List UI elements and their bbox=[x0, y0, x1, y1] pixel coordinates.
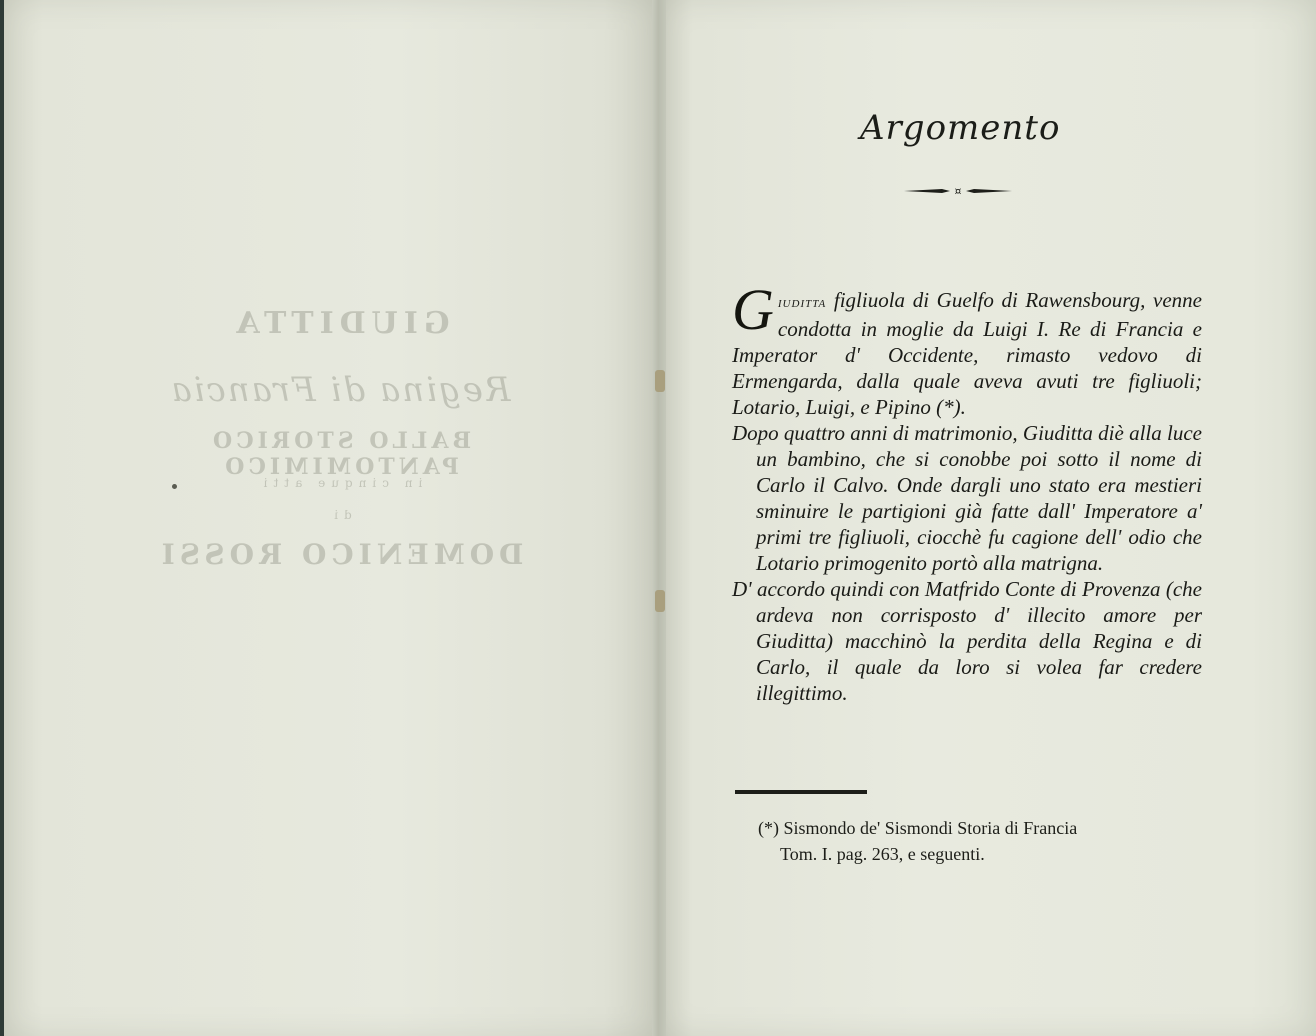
footnote-line-2: Tom. I. pag. 263, e seguenti. bbox=[780, 844, 985, 864]
ink-speck bbox=[172, 484, 177, 489]
footnote-line-1: (*) Sismondo de' Sismondi Storia di Francia bbox=[758, 818, 1078, 838]
ghost-acts: in cinque atti bbox=[257, 476, 423, 490]
ghost-title: GIUDITTA bbox=[230, 306, 450, 341]
ghost-subtitle: Regina di Francia bbox=[169, 370, 511, 410]
paragraph-1-smallcaps: iuditta bbox=[777, 294, 827, 311]
footnote bbox=[758, 815, 1208, 867]
page-heading: Argomento bbox=[860, 108, 1061, 148]
ghost-di: di bbox=[328, 508, 352, 522]
paragraph-1 bbox=[732, 277, 1202, 420]
binding-stitch bbox=[655, 590, 665, 612]
drop-cap: G bbox=[732, 277, 774, 342]
svg-text:¤: ¤ bbox=[954, 185, 962, 198]
paragraph-2: Dopo quattro anni di matrimonio, Giuditta diè alla luce un bambino, che si conobbe poi sotto il nome di Carlo il Calvo. Onde dargli uno stato era mestieri sminuire le partigioni già fatte dall' Imperatore a' primi tre figliuoli, ciocchè fu cagione dell' odio che Lotario primogenito portò alla matrigna. bbox=[732, 421, 1202, 575]
paragraph-3: D' accordo quindi con Matfrido Conte di Provenza (che ardeva non corrisposto d' illecito amore per Giuditta) macchinò la perdita della Regina e di Carlo, il quale da loro si volea far credere illegittimo. bbox=[732, 577, 1202, 705]
argument-text bbox=[732, 277, 1202, 706]
footnote-rule bbox=[735, 790, 867, 794]
book-gutter bbox=[652, 0, 666, 1036]
ghost-genre: BALLO STORICO PANTOMIMICO bbox=[208, 428, 472, 480]
paragraph-1-text: figliuola di Guelfo di Rawensbourg, venne condotta in moglie da Luigi I. Re di Francia e Imperator d' Occidente, rimasto vedovo di Ermengarda, dalla quale aveva avuti tre figliuoli; Lotario, Luigi, e Pipino (*). bbox=[732, 288, 1202, 419]
binding-stitch bbox=[655, 370, 665, 392]
divider-ornament-icon bbox=[902, 184, 1014, 198]
ghost-author: DOMENICO ROSSI bbox=[156, 538, 524, 571]
